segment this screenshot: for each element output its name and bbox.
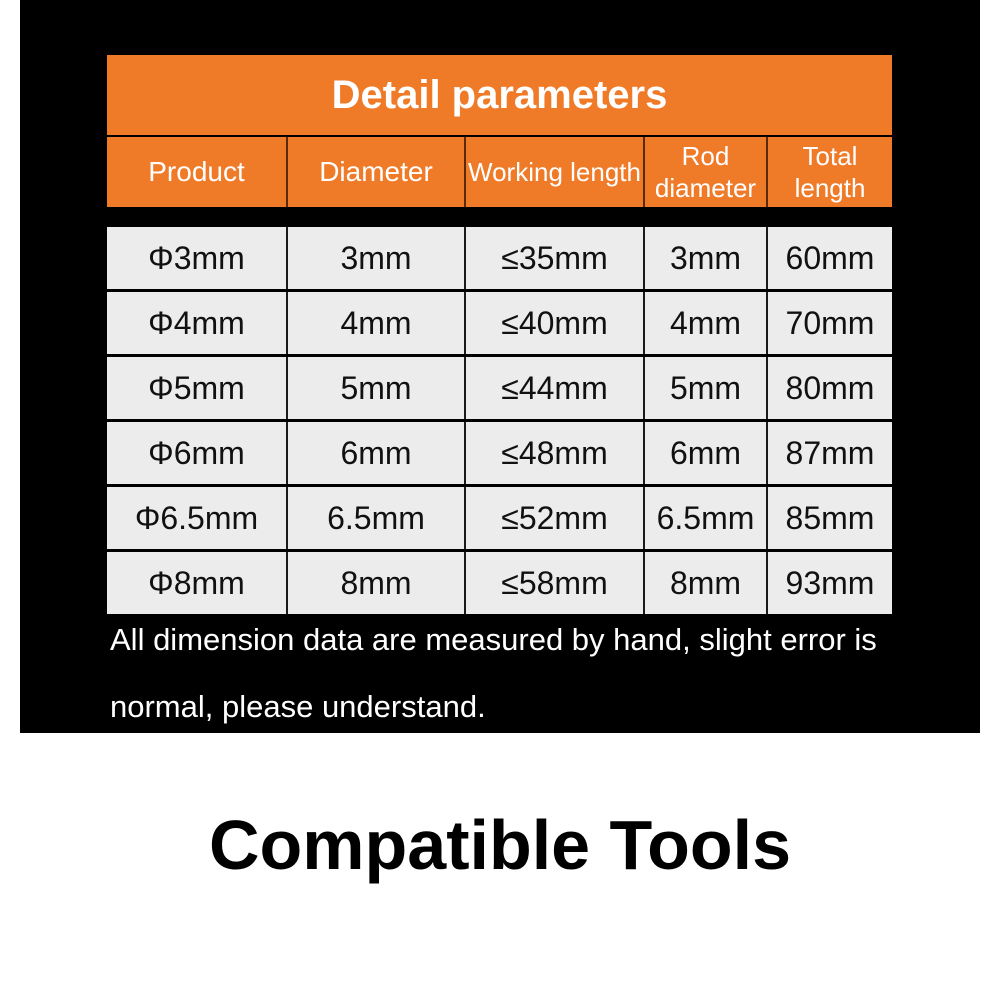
cell-product: Φ5mm [107, 357, 288, 419]
table-row [107, 227, 892, 289]
header-product [107, 137, 288, 207]
header-working-length-label: Working length [468, 157, 641, 187]
cell-rod-diameter: 3mm [645, 227, 768, 289]
table-row [107, 357, 892, 419]
header-diameter-label: Diameter [319, 156, 433, 187]
cell-rod-diameter: 5mm [645, 357, 768, 419]
cell-rod-diameter: 6mm [645, 422, 768, 484]
measurement-note-line1: All dimension data are measured by hand, slight error is [110, 622, 877, 657]
cell-working-length: ≤52mm [466, 487, 645, 549]
cell-product: Φ4mm [107, 292, 288, 354]
cell-product: Φ3mm [107, 227, 288, 289]
cell-product: Φ6mm [107, 422, 288, 484]
cell-working-length: ≤58mm [466, 552, 645, 614]
cell-rod-diameter: 6.5mm [645, 487, 768, 549]
cell-rod-diameter: 8mm [645, 552, 768, 614]
table-header [107, 137, 892, 207]
header-total-length-line1: Total [802, 141, 858, 171]
cell-product: Φ8mm [107, 552, 288, 614]
header-rod-diameter-line1: Rod [681, 141, 730, 171]
cell-diameter: 3mm [288, 227, 466, 289]
table-row [107, 422, 892, 484]
cell-diameter: 4mm [288, 292, 466, 354]
header-working-length [466, 137, 645, 207]
table-body [107, 227, 892, 617]
table-row [107, 487, 892, 549]
cell-total-length: 60mm [768, 227, 892, 289]
table-title [107, 55, 892, 135]
cell-diameter: 6mm [288, 422, 466, 484]
header-product-label: Product [148, 156, 245, 187]
table-row [107, 292, 892, 354]
measurement-note-line2: normal, please understand. [110, 689, 486, 724]
section-title: Compatible Tools [208, 806, 792, 884]
cell-working-length: ≤44mm [466, 357, 645, 419]
cell-working-length: ≤48mm [466, 422, 645, 484]
header-total-length-line2: length [794, 173, 866, 203]
cell-total-length: 85mm [768, 487, 892, 549]
header-rod-diameter [645, 137, 768, 207]
cell-working-length: ≤35mm [466, 227, 645, 289]
header-rod-diameter-line2: diameter [654, 173, 757, 203]
cell-rod-diameter: 4mm [645, 292, 768, 354]
table-title-text: Detail parameters [331, 72, 668, 117]
cell-diameter: 5mm [288, 357, 466, 419]
cell-diameter: 6.5mm [288, 487, 466, 549]
cell-diameter: 8mm [288, 552, 466, 614]
cell-total-length: 93mm [768, 552, 892, 614]
cell-total-length: 80mm [768, 357, 892, 419]
table-row [107, 552, 892, 614]
header-diameter [288, 137, 466, 207]
cell-total-length: 87mm [768, 422, 892, 484]
header-total-length [768, 137, 892, 207]
cell-product: Φ6.5mm [107, 487, 288, 549]
cell-total-length: 70mm [768, 292, 892, 354]
cell-working-length: ≤40mm [466, 292, 645, 354]
